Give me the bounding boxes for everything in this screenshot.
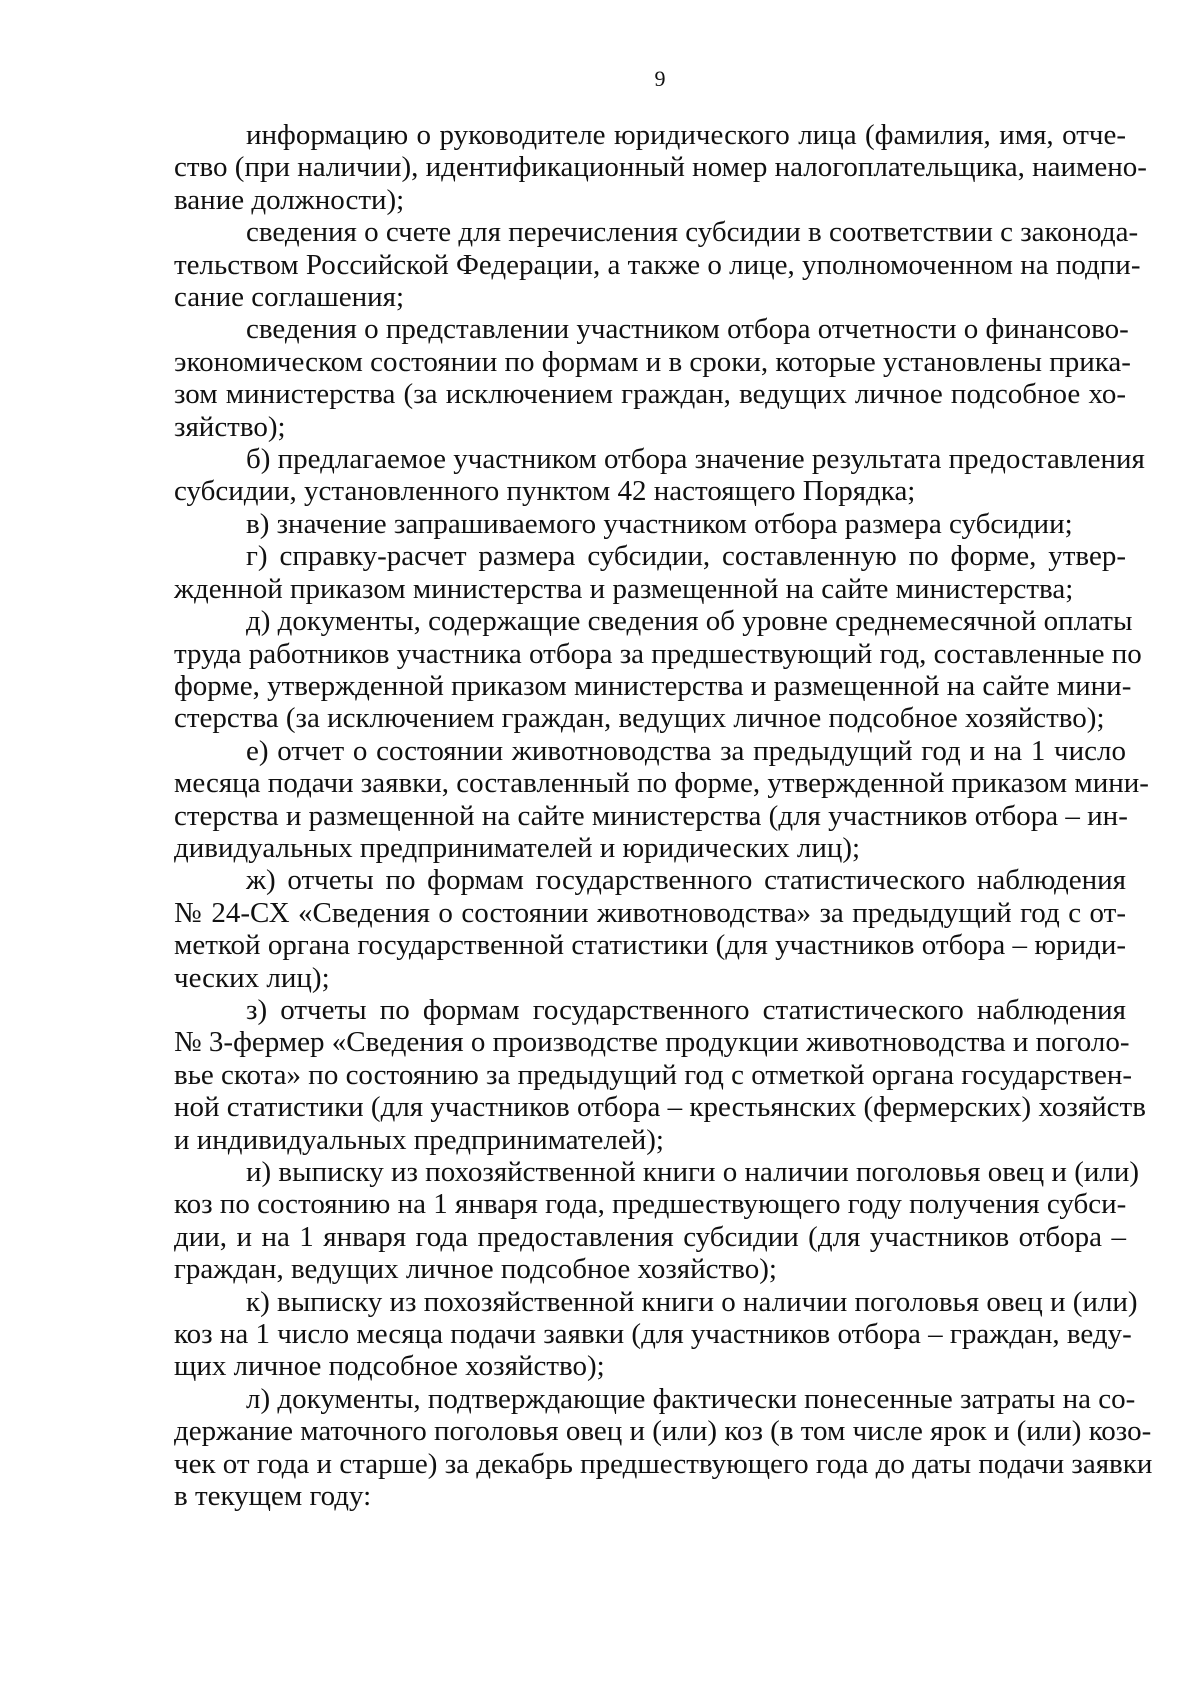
text-line: дивидуальных предпринимателей и юридических лиц); — [174, 831, 861, 864]
text-line: сание соглашения; — [174, 281, 405, 314]
paragraph — [174, 540, 1126, 605]
paragraph — [174, 1156, 1140, 1286]
text-line: № 24-СХ «Сведения о состоянии животноводства» за предыдущий год с от- — [174, 896, 1126, 929]
text-line: вание должности); — [174, 183, 405, 216]
text-line: л) документы, подтверждающие фактически понесенные затраты на со- — [246, 1382, 1136, 1415]
text-line: труда работников участника отбора за предшествующий год, составленные по — [174, 637, 1142, 670]
document-body — [174, 119, 1153, 1513]
paragraph — [174, 1382, 1153, 1513]
text-line: е) отчет о состоянии животноводства за предыдущий год и на 1 число — [246, 734, 1126, 767]
paragraph — [174, 1285, 1138, 1383]
paragraph — [174, 313, 1131, 443]
paragraph — [174, 119, 1147, 216]
text-line: форме, утвержденной приказом министерства и размещенной на сайте мини- — [174, 669, 1132, 702]
paragraph — [174, 216, 1141, 314]
text-line: з) отчеты по формам государственного статистического наблюдения — [246, 993, 1126, 1026]
text-line: зяйство); — [174, 410, 286, 443]
text-line: ж) отчеты по формам государственного статистического наблюдения — [246, 864, 1126, 897]
text-line: ной статистики (для участников отбора – крестьянских (фермерских) хозяйств — [174, 1091, 1146, 1124]
text-line: держание маточного поголовья овец и (или) коз (в том числе ярок и (или) козо- — [174, 1415, 1152, 1448]
text-line: тельством Российской Федерации, а также о лице, уполномоченном на подпи- — [174, 248, 1141, 281]
text-line: и индивидуальных предпринимателей); — [174, 1123, 664, 1156]
text-line: вье скота» по состоянию за предыдущий год с отметкой органа государствен- — [174, 1058, 1133, 1091]
text-line: б) предлагаемое участником отбора значение результата предоставления — [246, 443, 1145, 476]
text-line: ство (при наличии), идентификационный номер налогоплательщика, наимено- — [174, 151, 1147, 184]
text-line: зом министерства (за исключением граждан, ведущих личное подсобное хо- — [174, 378, 1126, 411]
text-line: к) выписку из похозяйственной книги о наличии поголовья овец и (или) — [246, 1285, 1138, 1318]
text-line: жденной приказом министерства и размещенной на сайте министерства; — [174, 572, 1074, 605]
text-line: сведения о счете для перечисления субсидии в соответствии с законода- — [246, 216, 1139, 249]
text-line: г) справку-расчет размера субсидии, составленную по форме, утвер- — [246, 540, 1126, 573]
text-line: ческих лиц); — [174, 961, 330, 994]
paragraph — [174, 734, 1149, 865]
text-line: коз по состоянию на 1 января года, предшествующего году получения субси- — [174, 1188, 1127, 1221]
text-line: № 3-фермер «Сведения о производстве продукции животноводства и поголо- — [174, 1026, 1130, 1059]
page-number: 9 — [654, 66, 666, 91]
paragraph — [174, 605, 1142, 735]
text-line: коз на 1 число месяца подачи заявки (для участников отбора – граждан, веду- — [174, 1318, 1132, 1351]
text-line: в текущем году: — [174, 1480, 372, 1513]
text-line: граждан, ведущих личное подсобное хозяйство); — [174, 1253, 777, 1286]
text-line: и) выписку из похозяйственной книги о наличии поголовья овец и (или) — [246, 1156, 1140, 1188]
text-line: меткой органа государственной статистики (для участников отбора – юриди- — [174, 929, 1126, 962]
text-line: в) значение запрашиваемого участником отбора размера субсидии; — [246, 507, 1073, 540]
paragraph — [174, 508, 1126, 540]
text-line: сведения о представлении участником отбора отчетности о финансово- — [246, 313, 1129, 346]
text-line: чек от года и старше) за декабрь предшествующего года до даты подачи заявки — [174, 1447, 1153, 1480]
paragraph — [174, 864, 1126, 994]
paragraph — [174, 993, 1146, 1156]
text-line: информацию о руководителе юридического лица (фамилия, имя, отче- — [246, 119, 1126, 151]
text-line: щих личное подсобное хозяйство); — [174, 1350, 605, 1383]
text-line: д) документы, содержащие сведения об уровне среднемесячной оплаты — [246, 605, 1133, 638]
text-line: дии, и на 1 января года предоставления субсидии (для участников отбора – — [174, 1220, 1126, 1253]
text-line: субсидии, установленного пунктом 42 настоящего Порядка; — [174, 475, 916, 508]
text-line: экономическом состоянии по формам и в сроки, которые установлены прика- — [174, 345, 1131, 378]
text-line: месяца подачи заявки, составленный по форме, утвержденной приказом мини- — [174, 767, 1149, 800]
paragraph — [174, 443, 1145, 508]
text-line: стерства (за исключением граждан, ведущих личное подсобное хозяйство); — [174, 702, 1105, 735]
text-line: стерства и размещенной на сайте министерства (для участников отбора – ин- — [174, 799, 1128, 832]
